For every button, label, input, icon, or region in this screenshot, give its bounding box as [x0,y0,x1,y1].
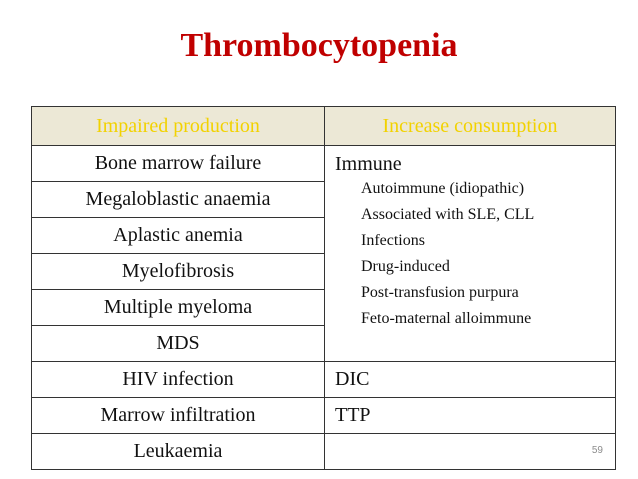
production-cell: HIV infection [32,362,325,398]
consumption-cell: DIC [325,362,616,398]
production-cell: Bone marrow failure [32,146,325,182]
page-number: 59 [591,445,603,456]
table-header-row [32,107,616,146]
immune-subitem: Feto-maternal alloimmune [361,310,532,327]
header-impaired-production: Impaired production [32,107,325,146]
table-row [32,398,616,434]
table-row [32,434,616,470]
production-cell: Aplastic anemia [32,218,325,254]
production-cell: Marrow infiltration [32,398,325,434]
production-cell: Multiple myeloma [32,290,325,326]
immune-subitem: Drug-induced [361,258,450,275]
causes-table [31,106,616,470]
production-cell: Myelofibrosis [32,254,325,290]
immune-subitem: Autoimmune (idiopathic) [361,180,525,197]
consumption-cell-empty [325,434,616,470]
table-row [32,146,616,182]
consumption-cell: TTP [325,398,616,434]
header-increase-consumption: Increase consumption [325,107,616,146]
production-cell: Megaloblastic anaemia [32,182,325,218]
immune-subitem: Post-transfusion purpura [361,284,519,301]
immune-subitem: Infections [361,232,425,249]
immune-subitem: Associated with SLE, CLL [361,206,535,223]
immune-cell [325,146,616,362]
production-cell: Leukaemia [32,434,325,470]
table-row [32,362,616,398]
production-cell: MDS [32,326,325,362]
slide-title: Thrombocytopenia [180,27,458,64]
immune-heading: Immune [335,153,402,175]
